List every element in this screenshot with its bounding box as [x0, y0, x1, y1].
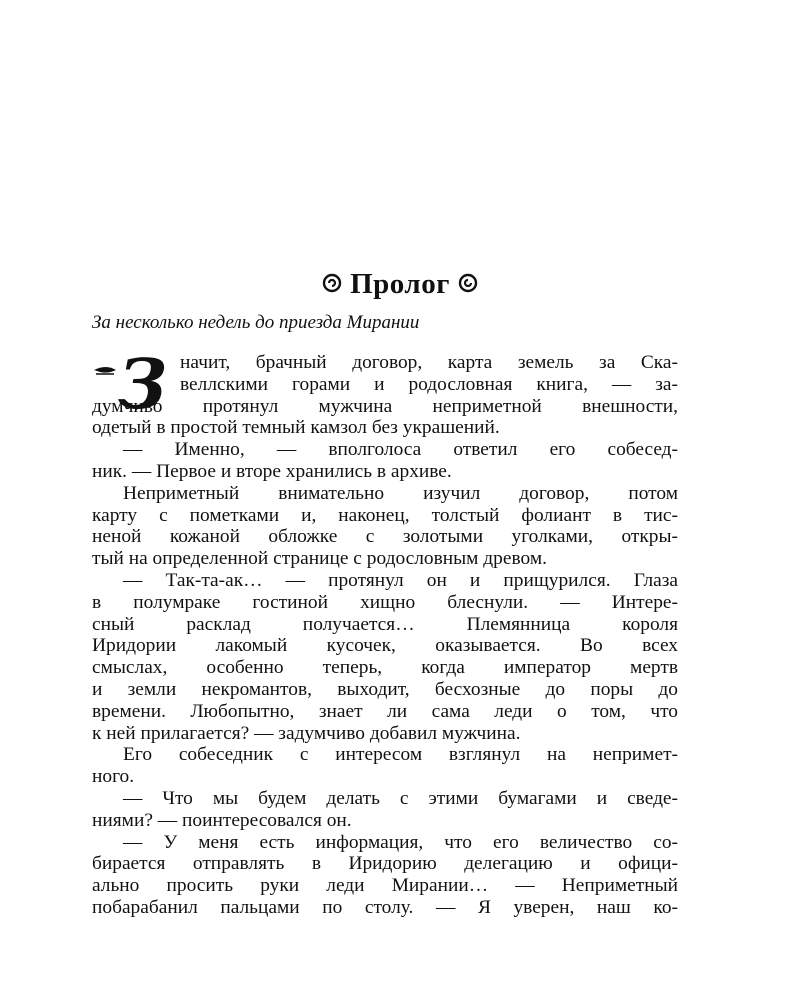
text-line: — Именно, — вполголоса ответил его собесед-: [123, 439, 678, 461]
text-line: побарабанил пальцами по столу. — Я уверен, наш ко-: [92, 896, 678, 918]
text-line: Неприметный внимательно изучил договор, потом: [123, 482, 678, 504]
chapter-heading: [0, 268, 800, 301]
text-line: ного.: [92, 766, 135, 788]
swirl-ornament-right-icon: [458, 273, 478, 293]
chapter-title: Пролог: [350, 268, 450, 300]
text-line: Иридории лакомый кусочек, оказывается. Во всех: [92, 635, 678, 657]
text-line: в полумраке гостиной хищно блеснули. — Интере-: [92, 591, 678, 613]
text-line: ник. — Первое и вторе хранились в архиве.: [92, 460, 452, 482]
text-line: Его собеседник с интересом взглянул на непримет-: [123, 744, 678, 766]
text-line: тый на определенной странице с родословным древом.: [92, 548, 547, 570]
drop-cap-letter: З: [118, 352, 168, 416]
swirl-ornament-left-icon: [322, 273, 342, 293]
text-line: смыслах, особенно теперь, когда император мертв: [92, 657, 678, 679]
text-line: к ней прилагается? — задумчиво добавил мужчина.: [92, 722, 521, 744]
text-line: карту с пометками и, наконец, толстый фолиант в тис-: [92, 504, 678, 526]
text-line: сный расклад получается… Племянница короля: [92, 613, 678, 635]
text-line: одетый в простой темный камзол без украшений.: [92, 417, 500, 439]
text-line: ниями? — поинтересовался он.: [92, 809, 352, 831]
text-line: — Так-та-ак… — протянул он и прищурился. Глаза: [123, 569, 678, 591]
text-line: думчиво протянул мужчина неприметной внешности,: [92, 395, 678, 417]
text-line: и земли некромантов, выходит, бесхозные до поры до: [92, 678, 678, 700]
text-line: неной кожаной обложке с золотыми уголками, откры-: [92, 526, 678, 548]
text-line: начит, брачный договор, карта земель за Ска-: [180, 352, 678, 373]
text-line: ально просить руки леди Мирании… — Неприметный: [92, 875, 678, 897]
text-line: времени. Любопытно, знает ли сама леди о том, что: [92, 700, 678, 722]
drop-cap: [92, 352, 174, 416]
text-line: — У меня есть информация, что его величество со-: [123, 831, 678, 853]
text-line: веллскими горами и родословная книга, — за-: [180, 373, 678, 395]
text-line: бирается отправлять в Иридорию делегацию и офици-: [92, 853, 678, 875]
text-line: — Что мы будем делать с этими бумагами и сведе-: [123, 787, 678, 809]
body-text: [92, 352, 678, 919]
chapter-subtitle: За несколько недель до приезда Мирании: [92, 312, 420, 333]
